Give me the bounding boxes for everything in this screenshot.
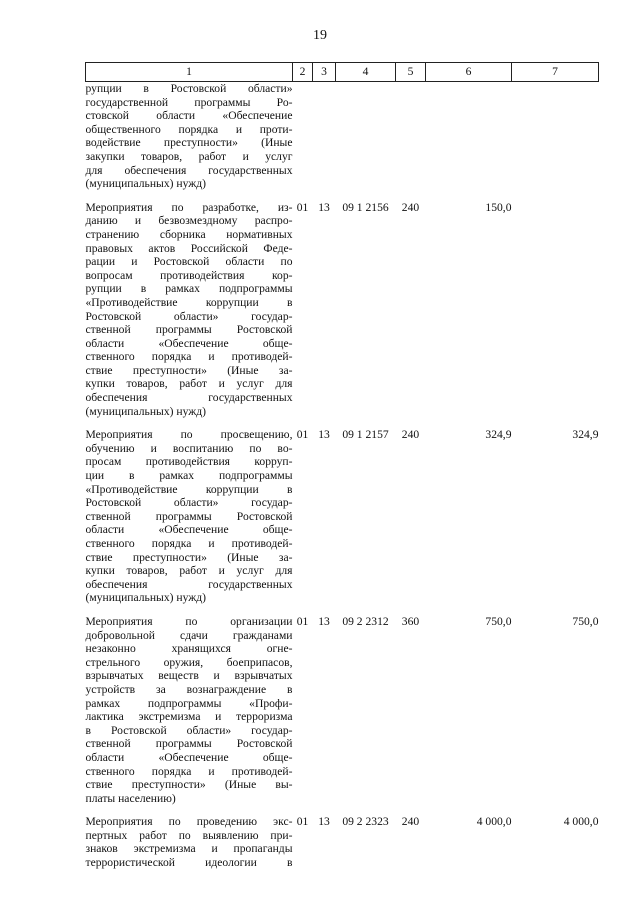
description-line: для обеспечения государственных xyxy=(85,163,293,177)
description-line: рамках подпрограммы «Профи- xyxy=(85,696,293,710)
description-line: рупции в Ростовской области» xyxy=(85,82,293,95)
code-section: 01 xyxy=(296,815,309,829)
column-header-1: 1 xyxy=(86,63,293,82)
description-line: области «Обеспечение обще- xyxy=(85,336,293,350)
row-spacer xyxy=(86,605,599,615)
code-section: 01 xyxy=(296,428,309,442)
description-line: ственной программы Ростовской xyxy=(85,323,293,337)
description-line: обеспечения государственных xyxy=(85,391,293,405)
description-line: ственного порядка и противодей- xyxy=(85,537,293,550)
table-body xyxy=(86,82,599,870)
description-line: купки товаров, работ и услуг для xyxy=(85,564,293,578)
code-section: 01 xyxy=(296,614,309,628)
amount-col6 xyxy=(426,82,512,191)
description-line: (муниципальных) нужд) xyxy=(85,591,207,605)
target-article: 09 2 2312 xyxy=(342,614,389,628)
row-description xyxy=(86,428,293,605)
column-header-2: 2 xyxy=(293,63,313,82)
spacer-cell xyxy=(86,191,599,201)
row-spacer xyxy=(86,191,599,201)
row-spacer xyxy=(86,418,599,428)
row-description xyxy=(86,201,293,419)
row-description xyxy=(86,82,293,191)
amount-col7 xyxy=(512,201,599,419)
description-line: вопросам противодействия кор- xyxy=(85,268,293,282)
description-line: Ростовской области» государ- xyxy=(85,496,293,510)
description-line: Мероприятия по проведению экс- xyxy=(85,815,293,829)
description-line: рупции в рамках подпрограммы xyxy=(85,282,293,296)
description-line: данию и безвозмездному распро- xyxy=(85,214,293,228)
description-line: просам противодействия корруп- xyxy=(85,455,293,469)
description-line: ственного порядка и противодей- xyxy=(85,350,293,364)
description-line: ствие преступности» (Иные за- xyxy=(85,550,293,564)
expense-type: 240 xyxy=(401,815,420,829)
description-line: обеспечения государственных xyxy=(85,577,293,591)
description-line: Мероприятия по разработке, из- xyxy=(85,200,293,214)
amount-col7: 750,0 xyxy=(572,614,599,628)
target-article: 09 1 2157 xyxy=(342,428,389,442)
description-line: стрельного оружия, боеприпасов, xyxy=(85,655,293,669)
expense-type: 240 xyxy=(401,428,420,442)
table-row xyxy=(86,82,599,191)
description-line: (муниципальных) нужд) xyxy=(85,404,207,418)
code-subsection: 13 xyxy=(318,815,330,829)
description-line: незаконно хранящихся огне- xyxy=(85,642,293,656)
description-line: водействие преступности» (Иные xyxy=(85,136,293,150)
row-spacer xyxy=(86,805,599,815)
column-header-3: 3 xyxy=(313,63,336,82)
amount-col7: 4 000,0 xyxy=(563,815,599,829)
table-row xyxy=(86,201,599,419)
description-line: ственного порядка и противодей- xyxy=(85,764,293,778)
column-header-6: 6 xyxy=(426,63,512,82)
amount-col7 xyxy=(512,82,599,191)
target-article xyxy=(336,82,396,191)
amount-col6: 150,0 xyxy=(485,200,512,214)
expense-type: 240 xyxy=(401,200,420,214)
description-line: стовской области «Обеспечение xyxy=(85,109,293,123)
code-subsection: 13 xyxy=(318,428,330,442)
description-line: добровольной сдачи гражданами xyxy=(85,628,293,642)
table-row xyxy=(86,615,599,805)
description-line: области «Обеспечение обще- xyxy=(85,523,293,537)
code-subsection: 13 xyxy=(318,614,330,628)
target-article: 09 1 2156 xyxy=(342,200,389,214)
description-line: «Противодействие коррупции в xyxy=(85,295,293,309)
description-line: пертных работ по выявлению при- xyxy=(85,828,293,842)
description-line: Ростовской области» государ- xyxy=(85,309,293,323)
amount-col6: 4 000,0 xyxy=(476,815,512,829)
table-row xyxy=(86,815,599,869)
description-line: лактика экстремизма и терроризма xyxy=(85,710,293,724)
description-line: в Ростовской области» государ- xyxy=(85,723,293,737)
code-subsection: 13 xyxy=(318,200,330,214)
spacer-cell xyxy=(86,805,599,815)
description-line: взрывчатых веществ и взрывчатых xyxy=(85,669,293,683)
description-line: (муниципальных) нужд) xyxy=(85,177,207,191)
description-line: платы населению) xyxy=(85,791,176,805)
code-section xyxy=(293,82,313,191)
description-line: ствие преступности» (Иные вы- xyxy=(85,778,293,792)
description-line: странению сборника нормативных xyxy=(85,227,293,241)
amount-col6: 324,9 xyxy=(485,428,512,442)
description-line: закупки товаров, работ и услуг xyxy=(85,149,293,163)
description-line: ствие преступности» (Иные за- xyxy=(85,363,293,377)
description-line: устройств за вознаграждение в xyxy=(85,682,293,696)
description-line: купки товаров, работ и услуг для xyxy=(85,377,293,391)
row-description xyxy=(86,815,293,869)
description-line: Мероприятия по организации xyxy=(85,614,293,628)
table-header xyxy=(86,63,599,82)
code-subsection xyxy=(313,82,336,191)
description-line: обучению и воспитанию по во- xyxy=(85,441,293,455)
amount-col6: 750,0 xyxy=(485,614,512,628)
page-number: 19 xyxy=(313,28,327,43)
expense-type xyxy=(396,82,426,191)
column-header-4: 4 xyxy=(336,63,396,82)
description-line: ственной программы Ростовской xyxy=(85,509,293,523)
description-line: государственной программы Ро- xyxy=(85,95,293,109)
column-header-7: 7 xyxy=(512,63,599,82)
code-section: 01 xyxy=(296,200,309,214)
row-description xyxy=(86,615,293,805)
budget-table xyxy=(85,62,599,870)
description-line: ственной программы Ростовской xyxy=(85,737,293,751)
column-header-5: 5 xyxy=(396,63,426,82)
description-line: Мероприятия по просвещению, xyxy=(85,428,293,442)
description-line: знаков экстремизма и пропаганды xyxy=(85,842,293,856)
description-line: области «Обеспечение обще- xyxy=(85,750,293,764)
description-line: «Противодействие коррупции в xyxy=(85,482,293,496)
column-number-row xyxy=(86,63,599,82)
target-article: 09 2 2323 xyxy=(342,815,389,829)
amount-col7: 324,9 xyxy=(572,428,599,442)
description-line: ции в рамках подпрограммы xyxy=(85,469,293,483)
spacer-cell xyxy=(86,605,599,615)
description-line: рации и Ростовской области по xyxy=(85,255,293,269)
spacer-cell xyxy=(86,418,599,428)
expense-type: 360 xyxy=(401,614,420,628)
description-line: правовых актов Российской Феде- xyxy=(85,241,293,255)
description-line: террористической идеологии в xyxy=(85,856,293,870)
table-row xyxy=(86,428,599,605)
description-line: общественного порядка и проти- xyxy=(85,122,293,136)
